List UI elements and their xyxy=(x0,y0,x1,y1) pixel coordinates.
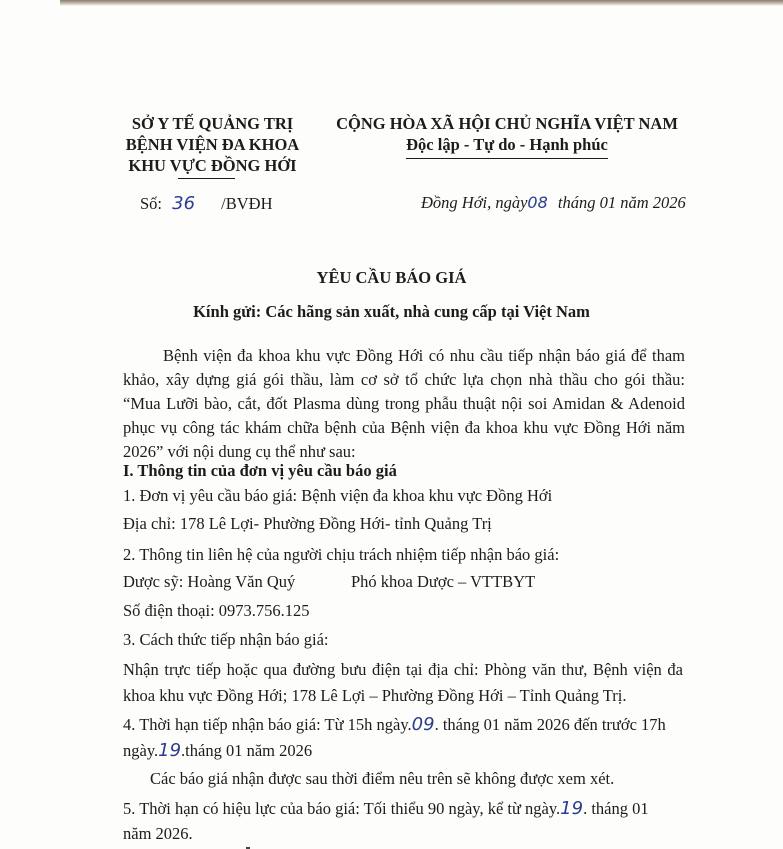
issuer-line-2: BỆNH VIỆN ĐA KHOA xyxy=(125,135,300,154)
validity-day-handwritten: 19 xyxy=(560,798,584,819)
date-handwritten-day: 08 xyxy=(527,193,548,212)
issuer-block xyxy=(100,113,325,176)
contact-phone: Số điện thoại: 0973.756.125 xyxy=(123,601,310,620)
section-1-heading: I. Thông tin của đơn vị yêu cầu báo giá xyxy=(123,461,397,480)
deadline-line2-prefix: ngày. xyxy=(123,741,159,760)
deadline-start-day-handwritten: 09 xyxy=(411,714,435,735)
reference-prefix: Số: xyxy=(140,194,163,213)
contact-role: Phó khoa Dược – VTTBYT xyxy=(351,572,536,591)
late-quotes-note: Các báo giá nhận được sau thời điểm nêu trên sẽ không được xem xét. xyxy=(150,769,615,788)
issuer-line-3: KHU VỰC ĐỒNG HỚI xyxy=(128,156,297,175)
reference-suffix: /BVĐH xyxy=(221,194,273,213)
page-top-edge xyxy=(60,0,783,6)
national-title: CỘNG HÒA XÃ HỘI CHỦ NGHĨA VIỆT NAM xyxy=(336,114,678,133)
item-1-requesting-unit: 1. Đơn vị yêu cầu báo giá: Bệnh viện đa khoa khu vực Đồng Hới xyxy=(123,486,553,505)
deadline-prefix: 4. Thời hạn tiếp nhận báo giá: Từ 15h ngày. xyxy=(123,715,412,734)
date-line xyxy=(421,193,686,213)
issuer-line-1: SỞ Y TẾ QUẢNG TRỊ xyxy=(131,114,294,133)
deadline-middle: . tháng 01 năm 2026 đến trước 17h xyxy=(434,715,666,734)
validity-suffix: . tháng 01 xyxy=(583,799,649,818)
item-4-deadline-line-2 xyxy=(123,740,312,761)
national-header xyxy=(327,113,687,155)
address-line: Địa chỉ: 178 Lê Lợi- Phường Đồng Hới- tỉnh Quảng Trị xyxy=(123,514,492,533)
date-place: Đồng Hới, ngày xyxy=(421,193,528,212)
receive-method: Nhận trực tiếp hoặc qua đường bưu điện tại địa chỉ: Phòng văn thư, Bệnh viện đa khoa khu vực Đồng Hới; 178 Lê Lợi – Phường Đồng Hới – Tỉnh Quảng Trị. xyxy=(123,660,683,705)
document-title: YÊU CẦU BÁO GIÁ xyxy=(316,268,467,287)
contact-name: Dược sỹ: Hoàng Văn Quý xyxy=(123,572,296,591)
item-3-receive-heading: 3. Cách thức tiếp nhận báo giá: xyxy=(123,630,329,649)
intro-paragraph: Bệnh viện đa khoa khu vực Đồng Hới có nhu cầu tiếp nhận báo giá để tham khảo, xây dựng giá gói thầu, làm cơ sở tổ chức lựa chọn nhà thầu cho gói thầu: “Mua Lưỡi bào, cắt, đốt Plasma dùng trong phẫu thuật nội soi Amidan & Adenoid phục vụ công tác khám chữa bệnh của Bệnh viện đa khoa khu vực Đồng Hới năm 2026” với nội dung cụ thể như sau: xyxy=(123,346,685,461)
recipient-line: Kính gửi: Các hãng sản xuất, nhà cung cấp tại Việt Nam xyxy=(193,302,590,321)
item-5-validity-line-1 xyxy=(123,798,649,819)
item-5-validity-line-2: năm 2026. xyxy=(123,824,193,843)
item-2-contact-heading: 2. Thông tin liên hệ của người chịu trách nhiệm tiếp nhận báo giá: xyxy=(123,545,560,564)
item-4-deadline-line-1 xyxy=(123,714,666,735)
date-rest: tháng 01 năm 2026 xyxy=(557,193,686,212)
reference-number xyxy=(140,193,273,214)
reference-handwritten-number: 36 xyxy=(172,193,196,214)
deadline-line2-suffix: .tháng 01 năm 2026 xyxy=(181,741,313,760)
deadline-end-day-handwritten: 19 xyxy=(158,740,182,761)
national-motto: Độc lập - Tự do - Hạnh phúc xyxy=(406,135,608,154)
validity-prefix: 5. Thời hạn có hiệu lực của báo giá: Tối thiểu 90 ngày, kể từ ngày. xyxy=(123,799,561,818)
